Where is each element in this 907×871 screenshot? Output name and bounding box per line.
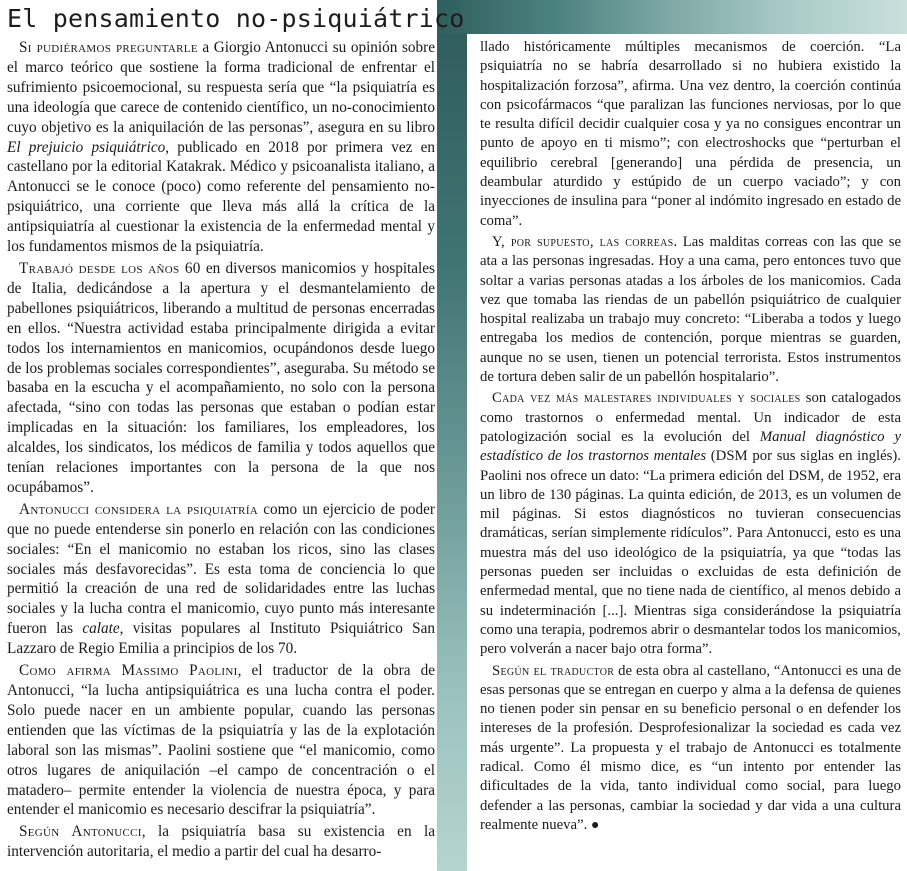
paragraph-lead: Trabajó desde los años 60	[19, 259, 201, 277]
paragraph-lead: Según Antonucci	[19, 823, 142, 841]
paragraph-text: , visitas populares al Instituto Psiquiátrico San Lazzaro de Regio Emilia a principios de los 70.	[7, 620, 435, 658]
paragraph	[7, 259, 435, 498]
italic-term: calate	[82, 620, 120, 638]
paragraph-lead: Antonucci considera la psiquiatría	[19, 500, 259, 518]
book-title: Manual diagnóstico y estadístico de los trastornos mentales	[480, 428, 901, 465]
paragraph-text: (DSM por sus siglas en inglés). Paolini nos ofrece un dato: “La primera edición del DSM, de 1952, era un libro de 130 páginas. La quinta edición, de 2013, es un volumen de mil páginas. Si estos diagnósticos no tuvieran consecuencias dramáticas, serían simplemente ridículos”. Para Antonucci, esto es una muestra más del uso ideológico de la psiquiatría, ya que “todas las personas pueden ser incluidas o excluidas de esta definición de enfermedad mental, que no tiene nada de científico, al menos debido a su indeterminación [...]. Mientras siga considerándose la psiquiatría como una terapia, podremos abrir o desmantelar todos los manicomios, pero volverán a nacer bajo otra forma”.	[480, 448, 901, 658]
decorative-photo-band	[437, 0, 907, 34]
paragraph-lead: Cada vez más malestares individuales y sociales	[492, 390, 801, 407]
paragraph-text: son catalogados como trastornos o enfermedad mental. Un indicador de esta patologización social es la evolución del	[480, 390, 901, 445]
paragraph-text: en diversos manicomios y hospitales de Italia, dedicándose a la apertura y el desmantelamiento de pabellones psiquiátricos, liberando a multitud de personas encerradas en ellos. “Nuestra actividad estaba principalmente dirigida a evitar todos los internamientos en manicomios, ocupándonos desde luego de los problemas sociales correspondientes”, aseguraba. Su método se basaba en la escucha y el acompañamiento, no solo con la persona afectada, “sino con todas las personas que estaban o podían estar implicadas en la situación: los familiares, los empleadores, los alcaldes, los sindicatos, los médicos de familia y todos aquellos que tenían relaciones importantes con la persona de la que nos ocupábamos”.	[7, 259, 435, 496]
paragraph	[480, 389, 901, 659]
paragraph-text: . Las malditas correas con las que se ata a las personas ingresadas. Hoy a una cama, pero entonces tuvo que soltar a varias personas atadas a los árboles de los manicomios. Cada vez que tomaba las riendas de un pabellón psiquiátrico de cualquier hospital realizaba un trabajo muy concreto: “Liberaba a todos y luego entregaba los medios de contención, porque mientras se guarden, aunque no se usen, tienen un potencial terrorista. Estos instrumentos de tortura deben salir de un pabellón hospitalario”.	[480, 233, 901, 386]
paragraph-text: , la psiquiatría basa su existencia en la intervención autoritaria, el medio a partir del cual ha desarro-	[7, 823, 436, 861]
paragraph-lead: Y, por supuesto, las correas	[492, 233, 674, 250]
paragraph-text: , publicado en 2018 por primera vez en castellano por la editorial Katakrak. Médico y psicoanalista italiano, a Antonucci se le conoce (poco) como referente del pensamiento no-psiquiátrico, una corriente que lleva más allá la crítica de la antipsiquiatría al cuestionar la existencia de la enfermedad mental y los fundamentos mismos de la psiquiatría.	[7, 138, 435, 256]
paragraph-text: como un ejercicio de poder que no puede entenderse sin ponerlo en relación con las condiciones sociales: “En el manicomio no estaban los ricos, sino las clases sociales más desfavorecidas”. Es esta toma de conciencia lo que permitió la creación de una red de solidaridades entre las luchas sociales y la lucha contra el manicomio, cuyo punto más interesante fueron las	[7, 500, 435, 638]
paragraph-text: , el traductor de la obra de Antonucci, “la lucha antipsiquiátrica es una lucha contra el poder. Solo puede nacer en un ambiente popular, cuando las personas entienden que las víctimas de la psiquiatría y las de la explotación laboral son las mismas”. Paolini sostiene que “el manicomio, como otros lugares de aniquilación –el campo de concentración o el matadero– permite entender la violencia de nuestra época, y para entender el manicomio es necesario descifrar la psiquiatría”.	[7, 662, 435, 819]
paragraph-text: a Giorgio Antonucci su opinión sobre el marco teórico que sostiene la forma tradicional de enfrentar el sufrimiento psicoemocional, su respuesta sería que “la psiquiatría es una ideología que carece de contenido científico, un no-conocimiento cuyo objetivo es la aniquilación de las personas”, asegura en su libro	[7, 39, 436, 136]
article-title: El pensamiento no-psiquiátrico	[7, 4, 465, 33]
paragraph-text: llado históricamente múltiples mecanismos de coerción. “La psiquiatría no se habría desarrollado si no hubiera existido la hospitalización forzosa”, afirma. Una vez dentro, la coerción continúa con psicofármacos “que paralizan las funciones nerviosas, por lo que te resulta difícil decidir cualquier cosa y ya no consigues encontrar un punto de apoyo en ti mismo”; con electroshocks que “perturban el equilibrio cerebral [generando] una pérdida de presencia, un deambular aturdido y estúpido de un cuerpo vaciado”; y con inyecciones de insulina para “poner al indómito ingresado en estado de coma”.	[480, 39, 901, 229]
paragraph-lead: Si pudiéramos preguntarle	[19, 39, 198, 56]
paragraph-lead: Como afirma Massimo Paolini	[19, 662, 238, 680]
left-column	[7, 38, 435, 864]
paragraph	[7, 500, 435, 659]
paragraph-lead: Según el traductor	[492, 662, 615, 679]
paragraph	[480, 233, 901, 387]
paragraph	[7, 822, 435, 862]
paragraph	[480, 662, 901, 836]
right-column	[480, 38, 901, 837]
paragraph	[7, 661, 435, 820]
paragraph-text: de esta obra al castellano, “Antonucci es una de esas personas que se entregan en cuerpo y alma a la defensa de quienes no tienen poder sin pensar en su beneficio personal o en defender los intereses de la profesión. Desprofesionalizar la sociedad es cada vez más urgente”. La propuesta y el trabajo de Antonucci es totalmente radical. Como él mismo dice, es “un intento por entender las dificultades de la vida, tanto individual como social, para luego defender a las personas, cambiar la sociedad y dar vida a una cultura realmente nueva”.	[480, 662, 902, 833]
book-title: El prejuicio psiquiátrico	[7, 138, 166, 156]
end-mark-icon: ●	[590, 817, 600, 833]
paragraph-continued	[480, 38, 901, 231]
paragraph	[7, 38, 435, 257]
decorative-photo-stripe	[437, 0, 467, 871]
